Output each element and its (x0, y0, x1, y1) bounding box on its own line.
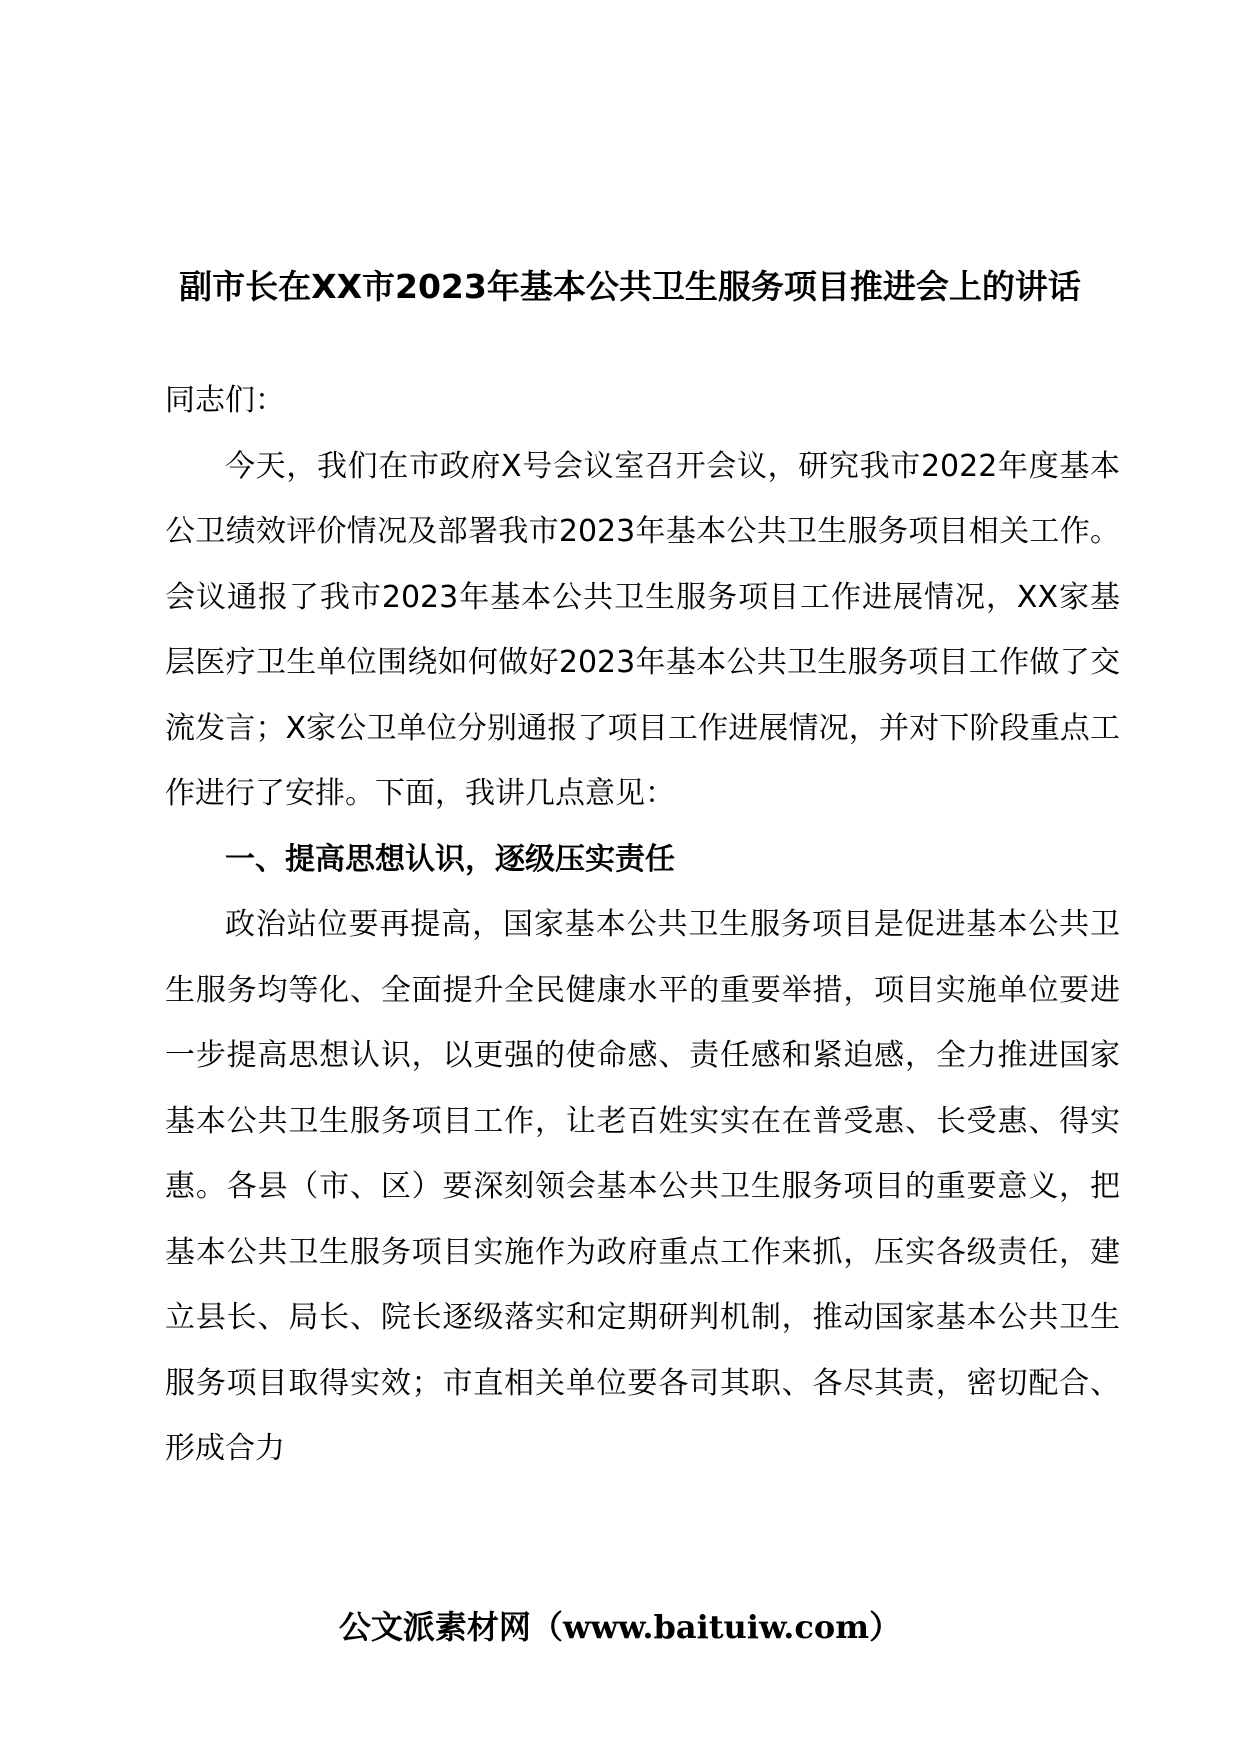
footer-watermark (0, 1602, 1240, 1652)
section-paragraph-1: 政治站位要再提高，国家基本公共卫生服务项目是促进基本公共卫生服务均等化、全面提升全民健康水平的重要举措，项目实施单位要进一步提高思想认识，以更强的使命感、责任感和紧迫感，全力推进国家基本公共卫生服务项目工作，让老百姓实实在在普受惠、长受惠、得实惠。各县（市、区）要深刻领会基本公共卫生服务项目的重要意义，把基本公共卫生服务项目实施作为政府重点工作来抓，压实各级责任，建立县长、局长、院长逐级落实和定期研判机制，推动国家基本公共卫生服务项目取得实效；市直相关单位要各司其职、各尽其责，密切配合、形成合力 (165, 907, 1120, 1466)
section-heading-1: 一、提高思想认识，逐级压实责任 (225, 841, 675, 877)
footer-url[interactable]: （www.baituiw.com） (530, 1608, 902, 1646)
document-title: 副市长在XX市2023年基本公共卫生服务项目推进会上的讲话 (179, 267, 1081, 306)
greeting: 同志们： (165, 383, 285, 418)
footer-site-name: 公文派素材网 (338, 1608, 531, 1646)
document-body (165, 368, 1120, 1482)
intro-paragraph: 今天，我们在市政府X号会议室召开会议，研究我市2022年度基本公卫绩效评价情况及部署我市2023年基本公共卫生服务项目相关工作。会议通报了我市2023年基本公共卫生服务项目工作进展情况，XX家基层医疗卫生单位围绕如何做好2023年基本公共卫生服务项目工作做了交流发言；X家公卫单位分别通报了项目工作进展情况，并对下阶段重点工作进行了安排。下面，我讲几点意见： (165, 448, 1120, 811)
